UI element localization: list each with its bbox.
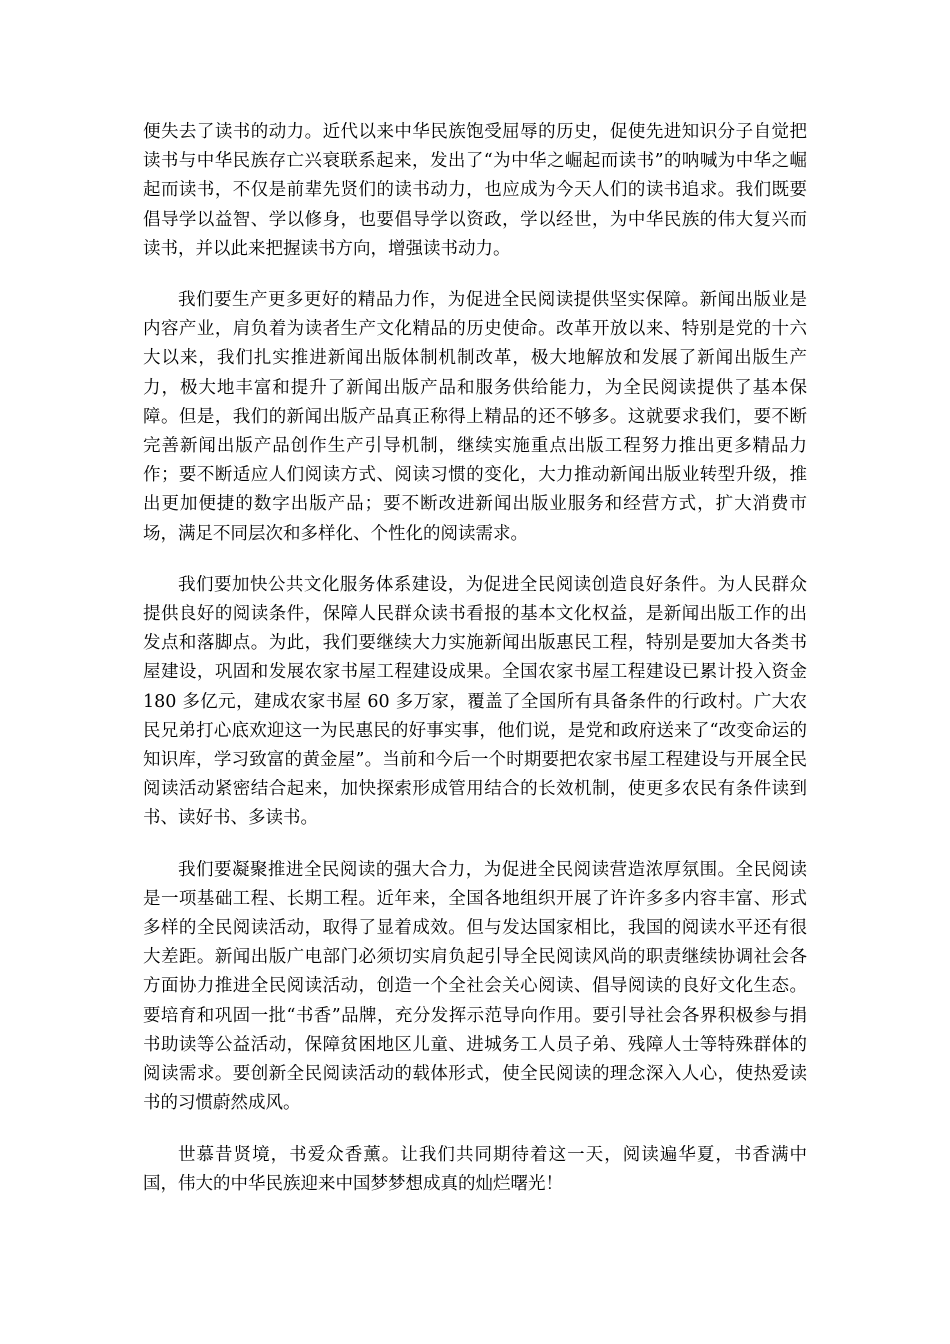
paragraph-1: 便失去了读书的动力。近代以来中华民族饱受屈辱的历史，促使先进知识分子自觉把读书与中华民族存亡兴衰联系起来，发出了“为中华之崛起而读书”的呐喊为中华之崛起而读书，不仅是前辈先贤们的读书动力，也应成为今天人们的读书追求。我们既要倡导学以益智、学以修身，也要倡导学以资政，学以经世，为中华民族的伟大复兴而读书，并以此来把握读书方向，增强读书动力。 [143,122,807,259]
document-page [143,118,807,1221]
paragraph-2: 我们要生产更多更好的精品力作，为促进全民阅读提供坚实保障。新闻出版业是内容产业，肩负着为读者生产文化精品的历史使命。改革开放以来、特别是党的十六大以来，我们扎实推进新闻出版体制机制改革，极大地解放和发展了新闻出版生产力，极大地丰富和提升了新闻出版产品和服务供给能力，为全民阅读提供了基本保障。但是，我们的新闻出版产品真正称得上精品的还不够多。这就要求我们，要不断完善新闻出版产品创作生产引导机制，继续实施重点出版工程努力推出更多精品力作；要不断适应人们阅读方式、阅读习惯的变化，大力推动新闻出版业转型升级，推出更加便捷的数字出版产品；要不断改进新闻出版业服务和经营方式，扩大消费市场，满足不同层次和多样化、个性化的阅读需求。 [143,290,807,544]
paragraph-3: 我们要加快公共文化服务体系建设，为促进全民阅读创造良好条件。为人民群众提供良好的阅读条件，保障人民群众读书看报的基本文化权益，是新闻出版工作的出发点和落脚点。为此，我们要继续大力实施新闻出版惠民工程，特别是要加大各类书屋建设，巩固和发展农家书屋工程建设成果。全国农家书屋工程建设已累计投入资金 180 多亿元，建成农家书屋 60 多万家，覆盖了全国所有具备条件的行政村。广大农民兄弟打心底欢迎这一为民惠民的好事实事，他们说，是党和政府送来了“改变命运的知识库，学习致富的黄金屋”。当前和今后一个时期要把农家书屋工程建设与开展全民阅读活动紧密结合起来，加快探索形成管用结合的长效机制，使更多农民有条件读到书、读好书、多读书。 [143,574,807,829]
paragraph-4: 我们要凝聚推进全民阅读的强大合力，为促进全民阅读营造浓厚氛围。全民阅读是一项基础工程、长期工程。近年来，全国各地组织开展了许许多多内容丰富、形式多样的全民阅读活动，取得了显着成效。但与发达国家相比，我国的阅读水平还有很大差距。新闻出版广电部门必须切实肩负起引导全民阅读风尚的职责继续协调社会各方面协力推进全民阅读活动，创造一个全社会关心阅读、倡导阅读的良好文化生态。要培育和巩固一批“书香”品牌，充分发挥示范导向作用。要引导社会各界积极参与捐书助读等公益活动，保障贫困地区儿童、进城务工人员子弟、残障人士等特殊群体的阅读需求。要创新全民阅读活动的载体形式，使全民阅读的理念深入人心，使热爱读书的习惯蔚然成风。 [143,859,807,1114]
paragraph-5: 世慕昔贤境，书爱众香薰。让我们共同期待着这一天，阅读遍华夏，书香满中国，伟大的中华民族迎来中国梦梦想成真的灿烂曙光！ [143,1144,807,1194]
